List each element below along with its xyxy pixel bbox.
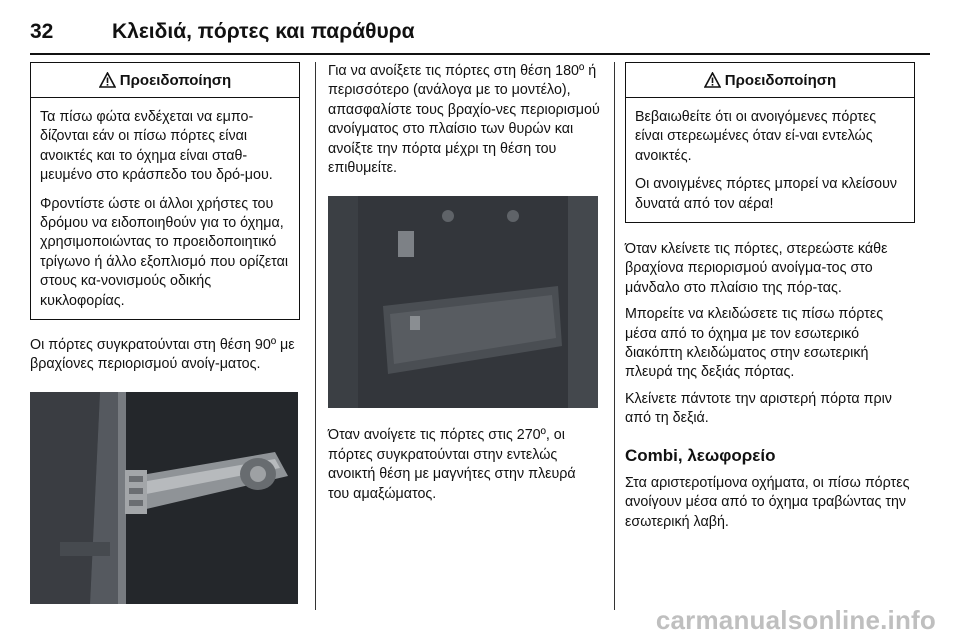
column-2 [328,62,600,504]
open-180-text: Για να ανοίξετε τις πόρτες στη θέση 180º ή περισσότερο (ανάλογα με το μοντέλο), απασφαλίστε τους βραχίο-νες περιορισμού ανοίγματος στο πλαίσιο των θυρών και ανοίξτε την πόρτα μέχρι τη θέση του επιθυμείτε. [328,63,600,177]
warning-1-paragraph-2: Φροντίστε ώστε οι άλλοι χρήστες του δρόμου να ειδοποιηθούν για το όχημα, χρησιμοποιώντας το προειδοποιητικό τρίγωνο ή άλλο εξοπλισμό που ορίζεται στους κα-νονισμούς οδικής κυκλοφορίας. [40,195,289,309]
door-restraint-photo [30,392,298,604]
warning-heading-2: Προειδοποίηση [724,71,837,89]
rear-door-illustration [328,196,598,408]
locking-doors-text: Μπορείτε να κλειδώσετε τις πίσω πόρτες μέσα από το όχημα με τον εσωτερικό διακόπτη κλειδώματος στην εσωτερική πλευρά της δεξιάς πόρτας. [625,306,884,381]
column-3 [625,62,915,532]
door-hold-text: Οι πόρτες συγκρατούνται στη θέση 90º με βραχίονες περιορισμού ανοίγ-ματος. [30,337,295,373]
warning-heading-1: Προειδοποίηση [119,71,232,89]
door-restraint-illustration [30,392,298,604]
warning-header-2 [626,63,914,98]
warning-box-2 [625,62,915,223]
close-left-first-text: Κλείνετε πάντοτε την αριστερή πόρτα πριν από τη δεξιά. [625,390,892,427]
combi-bus-heading: Combi, λεωφορείο [625,445,776,465]
warning-1-paragraph-1: Τα πίσω φώτα ενδέχεται να εμπο-δίζονται εάν οι πίσω πόρτες είναι ανοικτές και το όχημα είναι σταθ-μευμένο στο κράσπεδο του δρό-μου. [40,109,273,184]
page-title: Κλειδιά, πόρτες και παράθυρα [112,20,415,43]
page-number: 32 [30,20,54,43]
warning-triangle-icon [704,72,721,88]
warning-body-2 [626,98,914,222]
column-1 [30,62,300,604]
page-header [0,0,960,52]
column-divider-1 [315,62,316,610]
combi-bus-text: Στα αριστεροτίμονα οχήματα, οι πίσω πόρτες ανοίγουν μέσα από το όχημα τραβώντας την εσωτερική λαβή. [625,474,910,530]
rear-door-photo [328,196,598,408]
warning-2-paragraph-2: Οι ανοιγμένες πόρτες μπορεί να κλείσουν δυνατά από τον αέρα! [635,176,898,212]
warning-body-1 [31,98,299,319]
warning-box-1 [30,62,300,320]
open-270-text: Όταν ανοίγετε τις πόρτες στις 270º, οι πόρτες συγκρατούνται στην εντελώς ανοικτή θέση με μαγνήτες στην πλευρά του αμαξώματος. [328,427,576,502]
header-divider [30,53,930,55]
watermark: carmanualsonline.info [655,605,936,635]
column-divider-2 [614,62,615,610]
warning-header-1 [31,63,299,98]
closing-doors-text: Όταν κλείνετε τις πόρτες, στερεώστε κάθε βραχίονα περιορισμού ανοίγμα-τος στο μάνδαλο στο πλαίσιο της πόρ-τας. [625,241,888,296]
warning-2-paragraph-1: Βεβαιωθείτε ότι οι ανοιγόμενες πόρτες είναι στερεωμένες όταν εί-ναι εντελώς ανοικτές. [635,109,877,164]
warning-triangle-icon [99,72,116,88]
